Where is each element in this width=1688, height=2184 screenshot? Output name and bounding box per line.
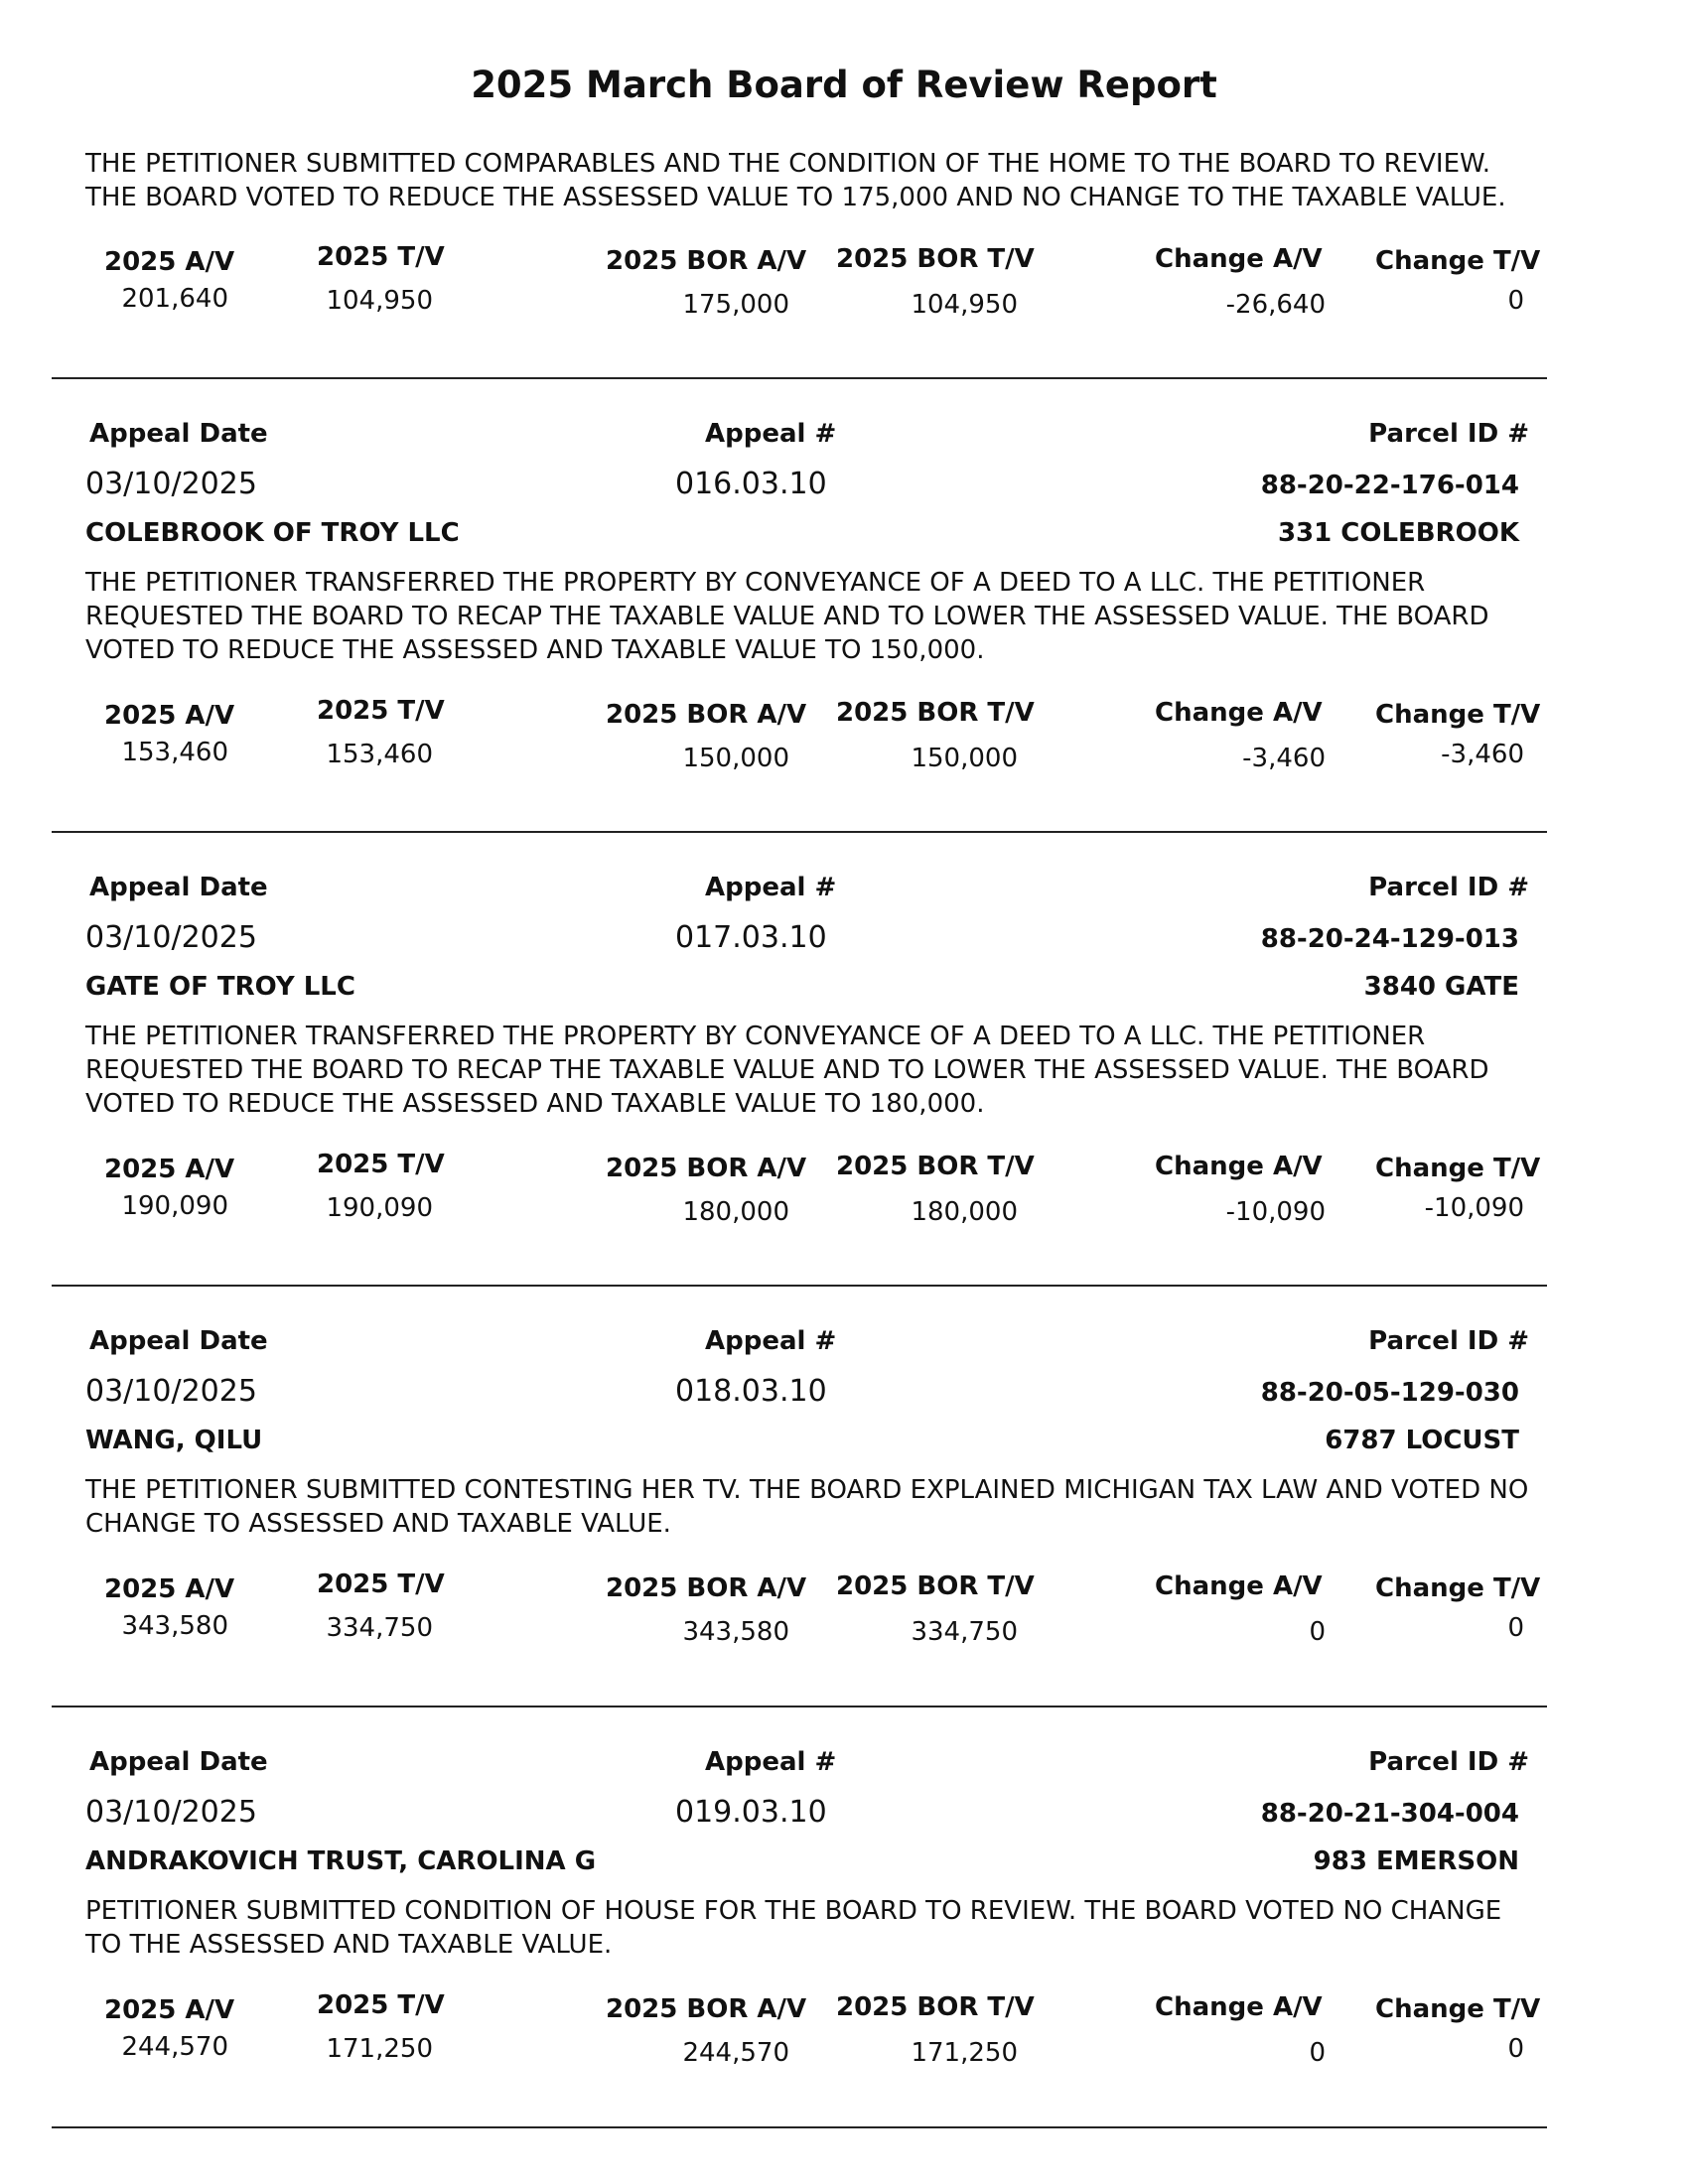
tv-label: 2025 T/V	[317, 1990, 445, 2020]
appeal-number-label: Appeal #	[705, 873, 837, 902]
property-address: 3840 GATE	[1363, 972, 1519, 1002]
owner-name: WANG, QILU	[85, 1426, 263, 1455]
bor-tv-label: 2025 BOR T/V	[836, 244, 1035, 274]
av-value: 201,640	[121, 284, 228, 314]
av-label: 2025 A/V	[104, 1995, 235, 2025]
appeal-date-value: 03/10/2025	[85, 467, 257, 501]
bor-av-value: 244,570	[682, 2038, 789, 2068]
change-tv-label: Change T/V	[1375, 1573, 1541, 1603]
av-label: 2025 A/V	[104, 1155, 235, 1184]
appeal-number-value: 017.03.10	[675, 920, 827, 955]
parcel-id-value: 88-20-05-129-030	[1260, 1378, 1519, 1408]
change-av-label: Change A/V	[1155, 244, 1323, 274]
change-tv-value: 0	[1507, 286, 1524, 316]
record-divider	[52, 1706, 1547, 1707]
bor-tv-label: 2025 BOR T/V	[836, 698, 1035, 728]
bor-av-label: 2025 BOR A/V	[606, 700, 807, 730]
record-divider	[52, 831, 1547, 833]
av-label: 2025 A/V	[104, 701, 235, 731]
appeal-date-label: Appeal Date	[89, 1326, 268, 1356]
av-value: 190,090	[121, 1191, 228, 1221]
bor-tv-label: 2025 BOR T/V	[836, 1992, 1035, 2022]
appeal-number-label: Appeal #	[705, 419, 837, 449]
change-av-value: -26,640	[1225, 290, 1326, 320]
change-tv-value: 0	[1507, 2034, 1524, 2064]
change-av-label: Change A/V	[1155, 1571, 1323, 1601]
owner-name: ANDRAKOVICH TRUST, CAROLINA G	[85, 1846, 597, 1876]
av-value: 343,580	[121, 1611, 228, 1641]
bor-tv-value: 171,250	[911, 2038, 1018, 2068]
av-label: 2025 A/V	[104, 1574, 235, 1604]
appeal-date-label: Appeal Date	[89, 873, 268, 902]
change-tv-label: Change T/V	[1375, 1994, 1541, 2024]
parcel-id-label: Parcel ID #	[1368, 873, 1529, 902]
bor-av-value: 180,000	[682, 1197, 789, 1227]
record-divider	[52, 377, 1547, 379]
appeal-number-value: 018.03.10	[675, 1374, 827, 1409]
change-tv-value: -10,090	[1424, 1193, 1524, 1223]
bor-tv-value: 104,950	[911, 290, 1018, 320]
record-description: THE PETITIONER SUBMITTED CONTESTING HER TV. THE BOARD EXPLAINED MICHIGAN TAX LAW AND VOTED NO CHANGE TO ASSESSED AND TAXABLE VALUE.	[85, 1475, 1529, 1539]
record-description: THE PETITIONER TRANSFERRED THE PROPERTY BY CONVEYANCE OF A DEED TO A LLC. THE PETITIONER REQUESTED THE BOARD TO RECAP THE TAXABLE VALUE AND TO LOWER THE ASSESSED VALUE. THE BOARD VOTED TO REDUCE THE ASSESSED AND TAXABLE VALUE TO 180,000.	[85, 1022, 1489, 1119]
bor-av-label: 2025 BOR A/V	[606, 1573, 807, 1603]
property-address: 983 EMERSON	[1313, 1846, 1519, 1876]
appeal-number-label: Appeal #	[705, 1747, 837, 1777]
tv-value: 104,950	[326, 286, 433, 316]
tv-label: 2025 T/V	[317, 696, 445, 726]
bor-tv-label: 2025 BOR T/V	[836, 1152, 1035, 1181]
appeal-date-label: Appeal Date	[89, 419, 268, 449]
av-value: 153,460	[121, 738, 228, 767]
appeal-date-value: 03/10/2025	[85, 1374, 257, 1409]
property-address: 6787 LOCUST	[1325, 1426, 1519, 1455]
change-tv-label: Change T/V	[1375, 700, 1541, 730]
change-av-label: Change A/V	[1155, 698, 1323, 728]
change-av-label: Change A/V	[1155, 1992, 1323, 2022]
change-tv-label: Change T/V	[1375, 246, 1541, 276]
appeal-number-label: Appeal #	[705, 1326, 837, 1356]
bor-tv-value: 334,750	[911, 1617, 1018, 1647]
tv-value: 153,460	[326, 740, 433, 769]
change-av-label: Change A/V	[1155, 1152, 1323, 1181]
property-address: 331 COLEBROOK	[1277, 518, 1519, 548]
record-description: THE PETITIONER TRANSFERRED THE PROPERTY BY CONVEYANCE OF A DEED TO A LLC. THE PETITIONER REQUESTED THE BOARD TO RECAP THE TAXABLE VALUE AND TO LOWER THE ASSESSED VALUE. THE BOARD VOTED TO REDUCE THE ASSESSED AND TAXABLE VALUE TO 150,000.	[85, 568, 1489, 665]
report-title: 2025 March Board of Review Report	[471, 64, 1217, 106]
av-label: 2025 A/V	[104, 247, 235, 277]
change-tv-value: -3,460	[1441, 740, 1524, 769]
appeal-date-value: 03/10/2025	[85, 1795, 257, 1830]
appeal-number-value: 019.03.10	[675, 1795, 827, 1830]
record-divider	[52, 2126, 1547, 2128]
bor-av-value: 343,580	[682, 1617, 789, 1647]
owner-name: COLEBROOK OF TROY LLC	[85, 518, 460, 548]
tv-value: 334,750	[326, 1613, 433, 1643]
parcel-id-value: 88-20-24-129-013	[1260, 924, 1519, 954]
bor-tv-label: 2025 BOR T/V	[836, 1571, 1035, 1601]
change-tv-label: Change T/V	[1375, 1154, 1541, 1183]
change-av-value: 0	[1309, 1617, 1326, 1647]
bor-av-label: 2025 BOR A/V	[606, 1994, 807, 2024]
record-description: THE PETITIONER SUBMITTED COMPARABLES AND THE CONDITION OF THE HOME TO THE BOARD TO REVIEW. THE BOARD VOTED TO REDUCE THE ASSESSED VALUE TO 175,000 AND NO CHANGE TO THE TAXABLE VALUE.	[85, 149, 1506, 212]
appeal-date-value: 03/10/2025	[85, 920, 257, 955]
owner-name: GATE OF TROY LLC	[85, 972, 355, 1002]
bor-tv-value: 150,000	[911, 744, 1018, 773]
bor-av-value: 175,000	[682, 290, 789, 320]
parcel-id-label: Parcel ID #	[1368, 1747, 1529, 1777]
bor-av-label: 2025 BOR A/V	[606, 246, 807, 276]
tv-label: 2025 T/V	[317, 1150, 445, 1179]
parcel-id-label: Parcel ID #	[1368, 1326, 1529, 1356]
appeal-date-label: Appeal Date	[89, 1747, 268, 1777]
change-av-value: -3,460	[1242, 744, 1326, 773]
record-description: PETITIONER SUBMITTED CONDITION OF HOUSE FOR THE BOARD TO REVIEW. THE BOARD VOTED NO CHANGE TO THE ASSESSED AND TAXABLE VALUE.	[85, 1896, 1502, 1960]
bor-av-value: 150,000	[682, 744, 789, 773]
appeal-number-value: 016.03.10	[675, 467, 827, 501]
change-av-value: 0	[1309, 2038, 1326, 2068]
change-tv-value: 0	[1507, 1613, 1524, 1643]
parcel-id-label: Parcel ID #	[1368, 419, 1529, 449]
parcel-id-value: 88-20-21-304-004	[1260, 1799, 1519, 1829]
change-av-value: -10,090	[1225, 1197, 1326, 1227]
record-divider	[52, 1285, 1547, 1287]
tv-label: 2025 T/V	[317, 242, 445, 272]
bor-av-label: 2025 BOR A/V	[606, 1154, 807, 1183]
tv-value: 190,090	[326, 1193, 433, 1223]
av-value: 244,570	[121, 2032, 228, 2062]
tv-value: 171,250	[326, 2034, 433, 2064]
bor-tv-value: 180,000	[911, 1197, 1018, 1227]
tv-label: 2025 T/V	[317, 1570, 445, 1599]
parcel-id-value: 88-20-22-176-014	[1260, 471, 1519, 500]
